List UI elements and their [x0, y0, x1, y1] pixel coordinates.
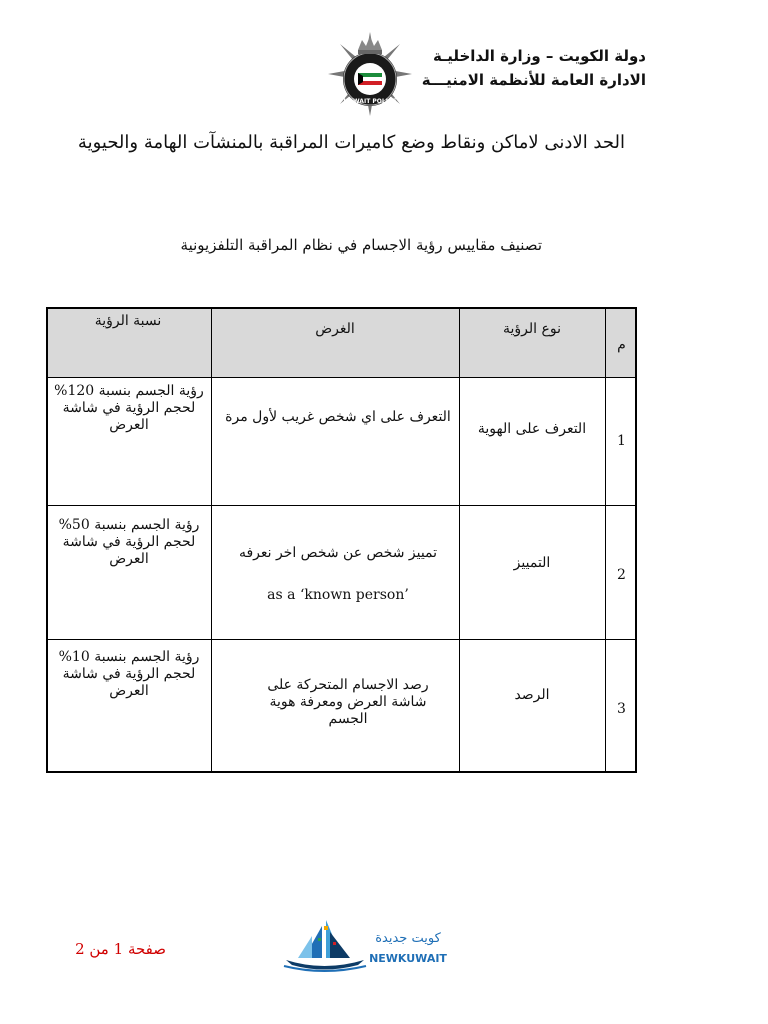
department-name: الادارة العامة للأنظمة الامنيـــة: [421, 71, 646, 89]
row-divider: [48, 377, 635, 378]
row-divider: [48, 505, 635, 506]
page-number: صفحة 1 من 2: [75, 940, 166, 958]
row-3-index: 3: [617, 701, 626, 717]
header-view-type: نوع الرؤية: [503, 321, 561, 337]
row-3-type: الرصد: [514, 687, 550, 703]
row-1-index: 1: [617, 433, 626, 449]
column-divider: [211, 309, 212, 771]
row-1-ratio: رؤية الجسم بنسبة 120% لحجم الرؤية في شاشة العرض: [54, 383, 204, 433]
logo-arabic-text: كويت جديدة: [375, 931, 441, 946]
new-kuwait-logo: [278, 918, 450, 974]
header-index: م: [617, 337, 626, 353]
row-divider: [48, 639, 635, 640]
kuwait-police-emblem: [320, 24, 420, 124]
row-2-index: 2: [617, 567, 626, 583]
ministry-name: دولة الكويت – وزارة الداخليـة: [432, 47, 646, 65]
classification-table: [46, 307, 637, 773]
header-view-ratio: نسبة الرؤية: [94, 313, 162, 329]
row-3-purpose: رصد الاجسام المتحركة على شاشة العرض ومعرفة هوية الجسم: [267, 677, 429, 727]
header-purpose: الغرض: [315, 321, 355, 337]
row-2-type: التمييز: [513, 555, 551, 571]
column-divider: [459, 309, 460, 771]
logo-english-text: NEWKUWAIT: [369, 952, 447, 965]
row-2-purpose: تمييز شخص عن شخص اخر نعرفه: [238, 545, 438, 561]
row-1-type: التعرف على الهوية: [477, 421, 587, 437]
row-3-ratio: رؤية الجسم بنسبة 10% لحجم الرؤية في شاشة العرض: [58, 649, 200, 699]
row-2-ratio: رؤية الجسم بنسبة 50% لحجم الرؤية في شاشة العرض: [58, 517, 200, 567]
row-1-purpose: التعرف على اي شخص غريب لأول مرة: [225, 409, 451, 425]
document-title: الحد الادنى لاماكن ونقاط وضع كاميرات المراقبة بالمنشآت الهامة والحيوية: [77, 132, 625, 153]
column-divider: [605, 309, 606, 771]
table-caption: تصنيف مقاييس رؤية الاجسام في نظام المراقبة التلفزيونية: [180, 236, 542, 254]
emblem-text: KUWAIT POLICE: [343, 98, 397, 105]
row-2-purpose-english: as a ‘known person’: [267, 587, 409, 603]
